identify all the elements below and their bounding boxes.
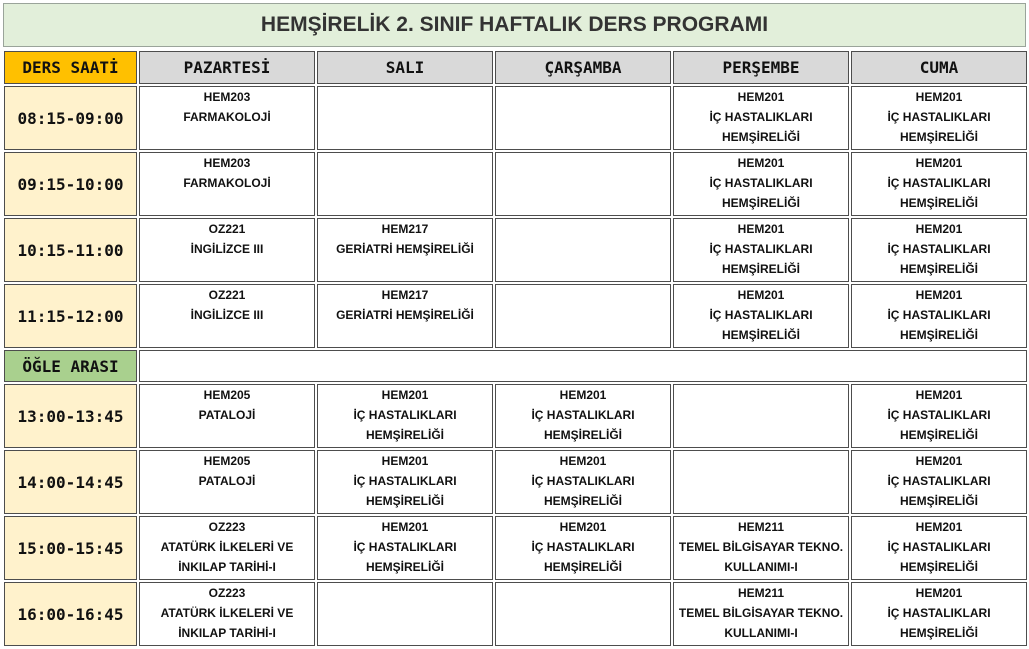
- course-name-line: İÇ HASTALIKLARI: [887, 474, 991, 488]
- course-name-line: İÇ HASTALIKLARI: [353, 408, 457, 422]
- course-name-line: İÇ HASTALIKLARI: [531, 474, 635, 488]
- course-name-line: HEMŞİRELİĞİ: [721, 262, 800, 276]
- course-code: HEM201: [559, 388, 607, 402]
- course-code: HEM203: [203, 156, 251, 170]
- course-code: HEM201: [381, 388, 429, 402]
- empty-cell: [673, 450, 849, 514]
- course-name-line: PATALOJİ: [198, 474, 256, 488]
- course-code: HEM201: [559, 454, 607, 468]
- course-name-line: HEMŞİRELİĞİ: [721, 130, 800, 144]
- course-name-line: HEMŞİRELİĞİ: [899, 130, 978, 144]
- schedule-row: [4, 582, 1027, 646]
- course-name-line: HEMŞİRELİĞİ: [721, 196, 800, 210]
- course-name-line: İNGİLİZCE III: [190, 308, 264, 322]
- header-row: [4, 51, 1027, 84]
- course-cell: [317, 516, 493, 580]
- page-title: HEMŞİRELİK 2. SINIF HAFTALIK DERS PROGRAMI: [3, 3, 1026, 47]
- course-cell: [495, 384, 671, 448]
- time-slot-cell: 16:00-16:45: [4, 582, 137, 646]
- course-code: HEM217: [381, 222, 429, 236]
- course-code: HEM217: [381, 288, 429, 302]
- course-name-line: HEMŞİRELİĞİ: [899, 328, 978, 342]
- course-cell: [673, 152, 849, 216]
- course-cell: [673, 284, 849, 348]
- course-name-line: HEMŞİRELİĞİ: [365, 560, 444, 574]
- course-code: HEM201: [915, 454, 963, 468]
- schedule-row: [4, 284, 1027, 348]
- course-name-line: GERİATRİ HEMŞİRELİĞİ: [336, 308, 474, 322]
- course-cell: [851, 218, 1027, 282]
- course-name-line: İÇ HASTALIKLARI: [887, 540, 991, 554]
- empty-cell: [495, 152, 671, 216]
- course-code: HEM201: [737, 90, 785, 104]
- course-cell: [139, 284, 315, 348]
- course-name-line: İÇ HASTALIKLARI: [887, 606, 991, 620]
- lunch-break-row: [4, 350, 1027, 382]
- course-name-line: İNGİLİZCE III: [190, 242, 264, 256]
- time-slot-cell: 09:15-10:00: [4, 152, 137, 216]
- course-cell: [317, 450, 493, 514]
- course-name-line: İÇ HASTALIKLARI: [887, 242, 991, 256]
- header-day-cell: PERŞEMBE: [673, 51, 849, 84]
- course-name-line: KULLANIMI-I: [724, 626, 798, 640]
- course-name-line: İÇ HASTALIKLARI: [887, 308, 991, 322]
- course-name-line: HEMŞİRELİĞİ: [365, 494, 444, 508]
- course-name-line: İÇ HASTALIKLARI: [709, 110, 813, 124]
- header-day-cell: PAZARTESİ: [139, 51, 315, 84]
- course-cell: [317, 284, 493, 348]
- empty-cell: [673, 384, 849, 448]
- course-name-line: PATALOJİ: [198, 408, 256, 422]
- course-cell: [673, 86, 849, 150]
- course-code: HEM201: [915, 288, 963, 302]
- lunch-break-span: [139, 350, 1027, 382]
- course-cell: [851, 152, 1027, 216]
- course-name-line: HEMŞİRELİĞİ: [899, 196, 978, 210]
- course-name-line: İÇ HASTALIKLARI: [353, 540, 457, 554]
- course-cell: [673, 516, 849, 580]
- course-code: HEM201: [915, 156, 963, 170]
- course-cell: [673, 582, 849, 646]
- empty-cell: [317, 152, 493, 216]
- schedule-row: [4, 152, 1027, 216]
- course-code: HEM201: [915, 222, 963, 236]
- course-name-line: HEMŞİRELİĞİ: [899, 494, 978, 508]
- course-cell: [495, 516, 671, 580]
- empty-cell: [495, 86, 671, 150]
- course-name-line: İNKILAP TARİHİ-I: [178, 626, 276, 640]
- time-slot-cell: 08:15-09:00: [4, 86, 137, 150]
- course-cell: [139, 86, 315, 150]
- course-name-line: İÇ HASTALIKLARI: [353, 474, 457, 488]
- course-name-line: İÇ HASTALIKLARI: [709, 176, 813, 190]
- course-code: HEM201: [381, 520, 429, 534]
- header-day-cell: ÇARŞAMBA: [495, 51, 671, 84]
- course-cell: [139, 516, 315, 580]
- header-day-cell: CUMA: [851, 51, 1027, 84]
- course-name-line: FARMAKOLOJİ: [183, 176, 271, 190]
- course-cell: [851, 384, 1027, 448]
- course-cell: [851, 516, 1027, 580]
- course-name-line: ATATÜRK İLKELERİ VE: [160, 540, 294, 554]
- course-code: HEM201: [737, 156, 785, 170]
- course-name-line: HEMŞİRELİĞİ: [899, 626, 978, 640]
- time-slot-cell: 13:00-13:45: [4, 384, 137, 448]
- schedule-table: [2, 49, 1029, 648]
- course-name-line: İÇ HASTALIKLARI: [709, 308, 813, 322]
- course-code: HEM201: [559, 520, 607, 534]
- course-cell: [495, 450, 671, 514]
- course-name-line: HEMŞİRELİĞİ: [899, 428, 978, 442]
- schedule-row: [4, 384, 1027, 448]
- course-cell: [317, 218, 493, 282]
- course-code: HEM205: [203, 454, 251, 468]
- course-code: HEM205: [203, 388, 251, 402]
- course-name-line: İÇ HASTALIKLARI: [531, 540, 635, 554]
- course-cell: [139, 582, 315, 646]
- course-code: HEM201: [381, 454, 429, 468]
- schedule-row: [4, 218, 1027, 282]
- course-name-line: HEMŞİRELİĞİ: [543, 494, 622, 508]
- course-name-line: İNKILAP TARİHİ-I: [178, 560, 276, 574]
- empty-cell: [317, 582, 493, 646]
- course-code: OZ223: [208, 520, 246, 534]
- course-name-line: ATATÜRK İLKELERİ VE: [160, 606, 294, 620]
- course-name-line: HEMŞİRELİĞİ: [365, 428, 444, 442]
- schedule-row: [4, 86, 1027, 150]
- course-cell: [851, 86, 1027, 150]
- course-name-line: TEMEL BİLGİSAYAR TEKNO.: [678, 540, 844, 554]
- course-name-line: İÇ HASTALIKLARI: [887, 408, 991, 422]
- time-slot-cell: 11:15-12:00: [4, 284, 137, 348]
- course-name-line: İÇ HASTALIKLARI: [709, 242, 813, 256]
- course-code: HEM201: [737, 222, 785, 236]
- course-name-line: HEMŞİRELİĞİ: [721, 328, 800, 342]
- course-cell: [139, 218, 315, 282]
- course-name-line: HEMŞİRELİĞİ: [543, 428, 622, 442]
- schedule-row: [4, 450, 1027, 514]
- course-name-line: HEMŞİRELİĞİ: [899, 560, 978, 574]
- course-name-line: İÇ HASTALIKLARI: [887, 110, 991, 124]
- course-name-line: FARMAKOLOJİ: [183, 110, 271, 124]
- course-code: HEM201: [915, 388, 963, 402]
- course-code: HEM211: [737, 520, 785, 534]
- empty-cell: [495, 218, 671, 282]
- course-code: OZ223: [208, 586, 246, 600]
- empty-cell: [495, 582, 671, 646]
- course-code: HEM201: [915, 90, 963, 104]
- header-day-cell: SALI: [317, 51, 493, 84]
- course-cell: [317, 384, 493, 448]
- course-code: OZ221: [208, 288, 246, 302]
- course-name-line: KULLANIMI-I: [724, 560, 798, 574]
- course-cell: [851, 284, 1027, 348]
- course-name-line: GERİATRİ HEMŞİRELİĞİ: [336, 242, 474, 256]
- schedule-row: [4, 516, 1027, 580]
- course-code: OZ221: [208, 222, 246, 236]
- course-code: HEM201: [915, 586, 963, 600]
- course-code: HEM201: [915, 520, 963, 534]
- header-time-cell: DERS SAATİ: [4, 51, 137, 84]
- course-code: HEM201: [737, 288, 785, 302]
- course-code: HEM211: [737, 586, 785, 600]
- time-slot-cell: 14:00-14:45: [4, 450, 137, 514]
- time-slot-cell: 15:00-15:45: [4, 516, 137, 580]
- course-name-line: İÇ HASTALIKLARI: [887, 176, 991, 190]
- course-cell: [139, 384, 315, 448]
- course-cell: [139, 152, 315, 216]
- course-cell: [673, 218, 849, 282]
- empty-cell: [317, 86, 493, 150]
- course-name-line: HEMŞİRELİĞİ: [543, 560, 622, 574]
- course-code: HEM203: [203, 90, 251, 104]
- course-name-line: TEMEL BİLGİSAYAR TEKNO.: [678, 606, 844, 620]
- time-slot-cell: 10:15-11:00: [4, 218, 137, 282]
- course-cell: [139, 450, 315, 514]
- lunch-break-label: ÖĞLE ARASI: [4, 350, 137, 382]
- course-cell: [851, 450, 1027, 514]
- course-name-line: HEMŞİRELİĞİ: [899, 262, 978, 276]
- empty-cell: [495, 284, 671, 348]
- course-cell: [851, 582, 1027, 646]
- course-name-line: İÇ HASTALIKLARI: [531, 408, 635, 422]
